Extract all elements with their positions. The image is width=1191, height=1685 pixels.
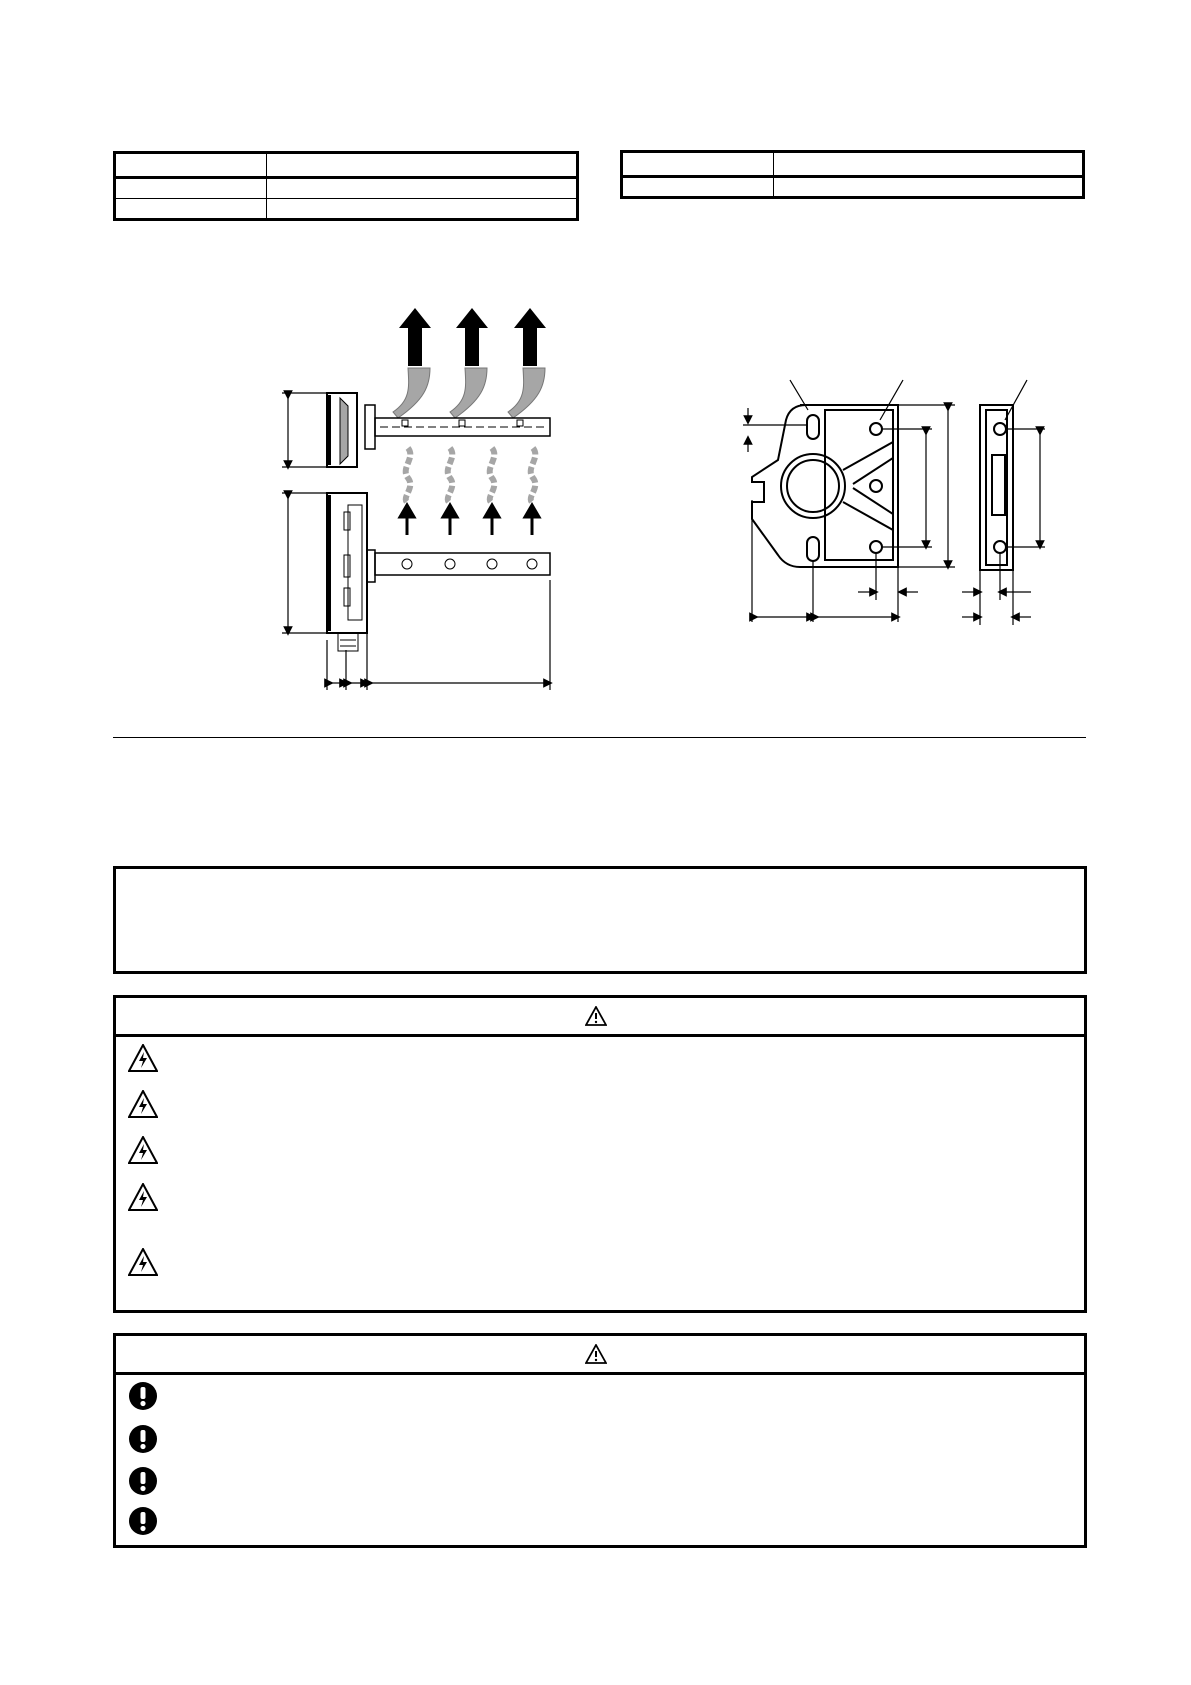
section-divider bbox=[113, 737, 1086, 738]
spec-left-header-value bbox=[267, 153, 578, 178]
duct-sensor-airflow-drawing bbox=[270, 295, 570, 700]
warning-item bbox=[128, 1248, 172, 1276]
electric-shock-warning-icon bbox=[128, 1136, 158, 1164]
mounting-bracket-drawing bbox=[735, 375, 1055, 635]
caution-header bbox=[116, 1336, 1084, 1375]
spec-left-cell bbox=[267, 178, 578, 199]
warning-item bbox=[128, 1136, 172, 1164]
spec-table-right bbox=[620, 150, 1085, 199]
warning-item bbox=[128, 1044, 172, 1072]
electric-shock-warning-icon bbox=[128, 1248, 158, 1276]
spec-left-header-label bbox=[115, 153, 267, 178]
spec-left-cell bbox=[115, 199, 267, 220]
caution-triangle-icon bbox=[585, 1344, 607, 1364]
spec-right-header-label bbox=[622, 152, 774, 177]
spec-left-cell bbox=[115, 178, 267, 199]
caution-box bbox=[113, 1333, 1087, 1548]
caution-item bbox=[128, 1506, 172, 1536]
electric-shock-warning-icon bbox=[128, 1183, 158, 1211]
spec-right-cell bbox=[622, 177, 774, 198]
airflow-out-arrows bbox=[399, 308, 546, 366]
caution-item bbox=[128, 1381, 172, 1411]
spec-right-cell bbox=[774, 177, 1084, 198]
warning-header bbox=[116, 998, 1084, 1037]
warning-triangle-icon bbox=[585, 1006, 607, 1026]
mandatory-exclamation-icon bbox=[128, 1466, 158, 1496]
warning-box bbox=[113, 995, 1087, 1313]
notice-box bbox=[113, 866, 1087, 974]
mandatory-exclamation-icon bbox=[128, 1424, 158, 1454]
spec-table-left bbox=[113, 151, 579, 221]
electric-shock-warning-icon bbox=[128, 1090, 158, 1118]
warning-item bbox=[128, 1183, 172, 1211]
electric-shock-warning-icon bbox=[128, 1044, 158, 1072]
mandatory-exclamation-icon bbox=[128, 1381, 158, 1411]
warning-item bbox=[128, 1090, 172, 1118]
spec-left-cell bbox=[267, 199, 578, 220]
caution-item bbox=[128, 1424, 172, 1454]
caution-item bbox=[128, 1466, 172, 1496]
spec-right-header-value bbox=[774, 152, 1084, 177]
mandatory-exclamation-icon bbox=[128, 1506, 158, 1536]
